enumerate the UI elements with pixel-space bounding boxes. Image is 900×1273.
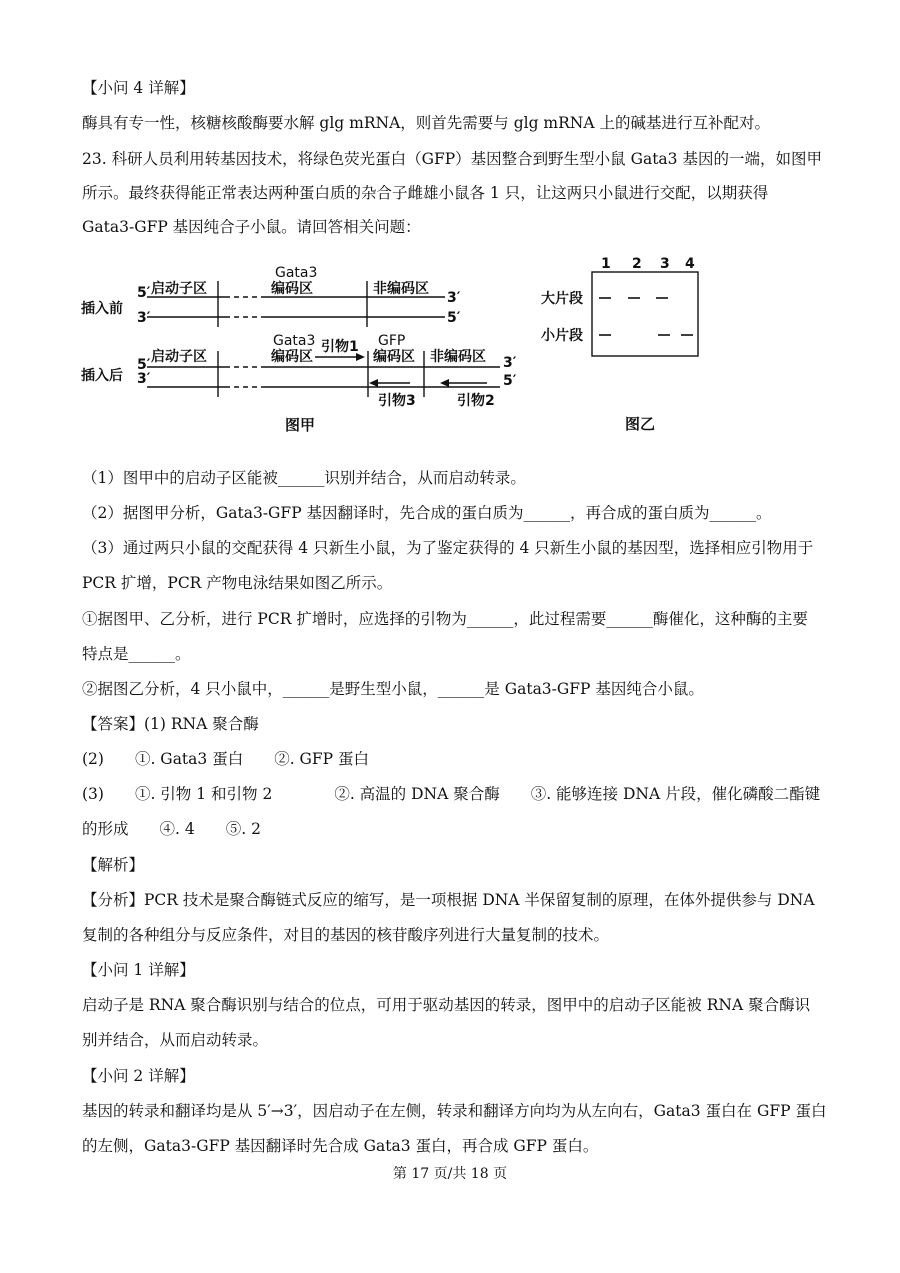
end-label-3: 3′	[137, 371, 151, 387]
lane-label: 3	[660, 256, 670, 272]
paragraph: 酶具有专一性，核糖核酸酶要水解 glg mRNA，则首先需要与 glg mRNA 上的碱基进行互补配对。	[82, 114, 770, 132]
primer-3-label: 引物3	[378, 393, 416, 409]
small-fragment-label: 小片段	[541, 328, 583, 344]
question-23-text: 所示。最终获得能正常表达两种蛋白质的杂合子雌雄小鼠各 1 只，让这两只小鼠进行交配，以期获得	[82, 184, 769, 202]
gata3-label: Gata3	[275, 265, 318, 281]
sub-question-3: （3）通过两只小鼠的交配获得 4 只新生小鼠，为了鉴定获得的 4 只新生小鼠的基因型，选择相应引物用于	[82, 539, 814, 557]
end-label-3: 3′	[137, 310, 151, 326]
section-heading-q4: 【小问 4 详解】	[82, 79, 195, 97]
end-label-5: 5′	[137, 357, 151, 373]
sub-question-1: （1）图甲中的启动子区能被______识别并结合，从而启动转录。	[82, 469, 526, 487]
lane-label: 4	[685, 256, 695, 272]
figure-caption: 图乙	[625, 415, 656, 433]
explanation-q2: 基因的转录和翻译均是从 5′→3′，因启动子在左侧，转录和翻译方向均为从左向右，Gata3 蛋白在 GFP 蛋白	[82, 1102, 827, 1120]
figure-caption: 图甲	[285, 416, 316, 434]
answer-2: (2) ①. Gata3 蛋白 ②. GFP 蛋白	[82, 750, 370, 768]
question-23-text: Gata3-GFP 基因纯合子小鼠。请回答相关问题：	[82, 218, 421, 236]
analysis-heading: 【解析】	[82, 856, 145, 874]
large-fragment-label: 大片段	[541, 291, 583, 307]
sub-question-3: PCR 扩增，PCR 产物电泳结果如图乙所示。	[82, 574, 393, 592]
primer-1-label: 引物1	[321, 339, 359, 355]
end-label-3: 3′	[447, 290, 461, 306]
sub-question-3-1: 特点是______。	[82, 645, 191, 663]
promoter-label: 启动子区	[151, 349, 207, 365]
section-heading-q1: 【小问 1 详解】	[82, 961, 195, 979]
end-label-5: 5′	[503, 373, 517, 389]
lane-label: 2	[632, 256, 642, 272]
answer-3: 的形成 ④. 4 ⑤. 2	[82, 820, 261, 838]
noncoding-region-label: 非编码区	[430, 349, 486, 365]
primer-2-label: 引物2	[457, 393, 495, 409]
explanation-q1: 启动子是 RNA 聚合酶识别与结合的位点，可用于驱动基因的转录，图甲中的启动子区能被 RNA 聚合酶识	[82, 996, 811, 1014]
lane-label: 1	[601, 256, 611, 272]
promoter-label: 启动子区	[151, 281, 207, 297]
analysis-text: 复制的各种组分与反应条件，对目的基因的核苷酸序列进行大量复制的技术。	[82, 926, 610, 944]
answer-3: (3) ①. 引物 1 和引物 2 ②. 高温的 DNA 聚合酶 ③. 能够连接 DNA 片段，催化磷酸二酯键	[82, 785, 821, 803]
question-23-text: 23. 科研人员利用转基因技术，将绿色荧光蛋白（GFP）基因整合到野生型小鼠 Gata3 基因的一端，如图甲	[82, 150, 822, 168]
page-footer: 第 17 页/共 18 页	[392, 1166, 508, 1182]
sub-question-3-2: ②据图乙分析，4 只小鼠中，______是野生型小鼠，______是 Gata3-GFP 基因纯合小鼠。	[82, 680, 704, 698]
gfp-label: GFP	[378, 333, 406, 349]
sub-question-3-1: ①据图甲、乙分析，进行 PCR 扩增时，应选择的引物为______，此过程需要______酶催化，这种酶的主要	[82, 610, 808, 628]
explanation-q1: 别并结合，从而启动转录。	[82, 1031, 269, 1049]
gfp-coding-region-label: 编码区	[373, 349, 415, 365]
explanation-q2: 的左侧，Gata3-GFP 基因翻译时先合成 Gata3 蛋白，再合成 GFP 蛋白。	[82, 1137, 599, 1155]
end-label-5: 5′	[137, 285, 151, 301]
before-insertion-label: 插入前	[81, 301, 123, 317]
gata3-label: Gata3	[273, 333, 316, 349]
end-label-3: 3′	[503, 355, 517, 371]
figure-yi	[535, 252, 715, 437]
coding-region-label: 编码区	[271, 349, 313, 365]
figure-jia	[75, 255, 535, 440]
analysis-text: 【分析】PCR 技术是聚合酶链式反应的缩写，是一项根据 DNA 半保留复制的原理，在体外提供参与 DNA	[82, 891, 815, 909]
end-label-5: 5′	[447, 310, 461, 326]
after-insertion-label: 插入后	[81, 368, 123, 384]
coding-region-label: 编码区	[271, 281, 313, 297]
answer-1: 【答案】(1) RNA 聚合酶	[82, 715, 259, 733]
section-heading-q2: 【小问 2 详解】	[82, 1067, 195, 1085]
sub-question-2: （2）据图甲分析，Gata3-GFP 基因翻译时，先合成的蛋白质为______，再合成的蛋白质为______。	[82, 504, 772, 522]
noncoding-region-label: 非编码区	[373, 281, 429, 297]
